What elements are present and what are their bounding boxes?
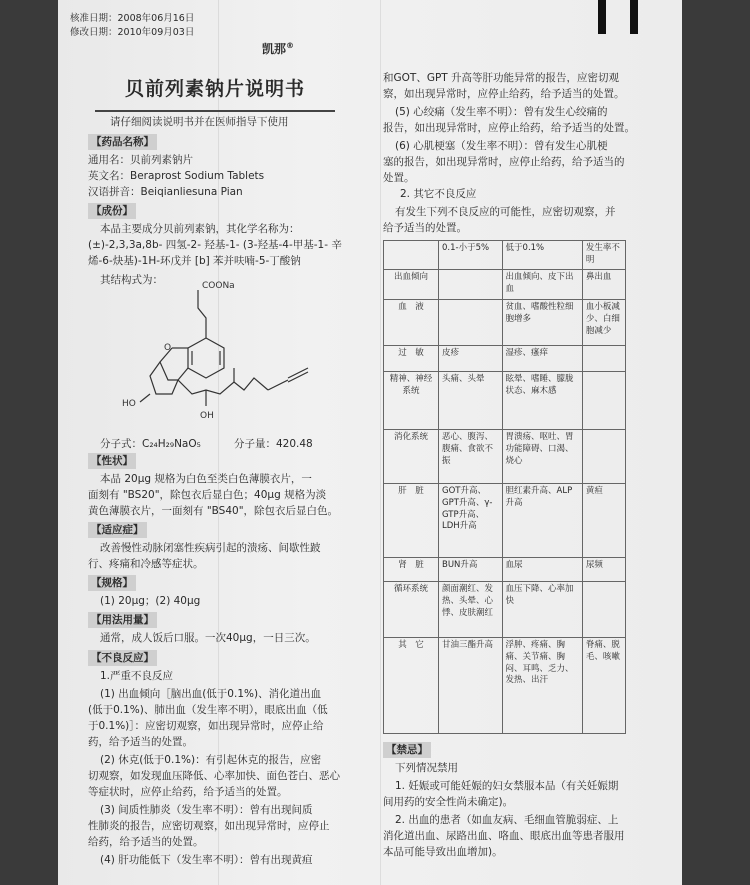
oxygen-label: O [164, 343, 172, 353]
registered-mark: ® [286, 41, 295, 50]
table-row [384, 345, 626, 371]
table-cell: 肝 脏 [384, 483, 439, 557]
right-line: 察，如出现异常时，应停止给药，给予适当的处置。 [383, 88, 625, 100]
table-header-cell [384, 241, 439, 270]
table-header-row [384, 241, 626, 270]
table-cell [582, 371, 625, 429]
table-cell: BUN升高 [439, 557, 503, 581]
composition-line: (±)-2,3,3a,8b- 四氢-2- 羟基-1- (3-羟基-4-甲基-1- 辛 [88, 239, 342, 251]
table-cell: 颜面潮红、发热、头晕、心悸、皮肤潮红 [439, 581, 503, 637]
structure-label: 其结构式为： [100, 274, 163, 286]
contra-line: 本品可能导致出血增加)。 [383, 846, 503, 858]
properties-line: 黄色薄膜衣片，一面刻有 "BS40"，除包衣后显白色。 [88, 505, 339, 517]
approve-date: 核准日期：2008年06月16日 [70, 13, 195, 24]
adverse-line: 药，给予适当的处置。 [88, 736, 193, 748]
section-header-spec: 【规格】 [88, 575, 136, 591]
fold-line [380, 0, 381, 885]
table-cell: 其 它 [384, 637, 439, 733]
adverse-line: (4) 肝功能低下（发生率不明）：曾有出现黄疸 [100, 854, 313, 866]
table-cell: 眩晕、嗜睡、朦胧状态、麻木感 [502, 371, 582, 429]
properties-line: 本品 20μg 规格为白色至类白色薄膜衣片，一 [100, 473, 312, 485]
adverse-reaction-table [383, 240, 626, 734]
table-cell: 循环系统 [384, 581, 439, 637]
table-cell: 精神、神经系统 [384, 371, 439, 429]
table-cell: 出血倾向、皮下出血 [502, 269, 582, 299]
contra-line: 间用药的安全性尚未确定)。 [383, 796, 514, 808]
section-header-properties: 【性状】 [88, 453, 136, 469]
pinyin-name: 汉语拼音：Beiqianliesuna Pian [88, 186, 243, 198]
section-header-usage: 【用法用量】 [88, 612, 157, 628]
coona-label: COONa [202, 281, 235, 291]
right-line: 给予适当的处置。 [383, 222, 467, 234]
table-cell: 贫血、嗜酸性粒细胞增多 [502, 299, 582, 345]
section-header-adverse: 【不良反应】 [88, 650, 157, 666]
contra-line: 2. 出血的患者（如血友病、毛细血管脆弱症、上 [395, 814, 619, 826]
other-adverse-heading: 2. 其它不良反应 [400, 188, 477, 200]
table-cell [439, 299, 503, 345]
indications-line: 改善慢性动脉闭塞性疾病引起的溃疡、间歇性跛 [100, 542, 321, 554]
adverse-line: 性肺炎的报告，应密切观察，如出现异常时，应停止 [88, 820, 330, 832]
adverse-line: (2) 休克(低于0.1%)：有引起休克的报告，应密 [100, 754, 322, 766]
right-line: 处置。 [383, 172, 415, 184]
adverse-line: 等症状时，应停止给药，给予适当的处置。 [88, 786, 288, 798]
table-cell: 胃溃疡、呕吐、胃功能障碍、口渴、烧心 [502, 429, 582, 483]
right-line: 报告，如出现异常时，应停止给药，给予适当的处置。 [383, 122, 635, 134]
table-row [384, 637, 626, 733]
title-underline [95, 110, 335, 112]
molecular-weight: 分子量：420.48 [234, 438, 313, 450]
contra-line: 下列情况禁用 [395, 762, 458, 774]
right-line: (6) 心肌梗塞（发生率不明）：曾有发生心肌梗 [395, 140, 608, 152]
chemical-structure [120, 270, 350, 430]
composition-line: 本品主要成分贝前列素钠，其化学名称为： [100, 223, 300, 235]
table-cell: 血小板减少、白细胞减少 [582, 299, 625, 345]
table-header-cell: 发生率不明 [582, 241, 625, 270]
adverse-line: 于0.1%)］：应密切观察，如出现异常时，应停止给 [88, 720, 324, 732]
table-cell: GOT升高、GPT升高、γ-GTP升高、LDH升高 [439, 483, 503, 557]
table-row [384, 581, 626, 637]
table-row [384, 429, 626, 483]
table-cell [582, 581, 625, 637]
table-cell [582, 429, 625, 483]
table-cell: 湿疹、瘙痒 [502, 345, 582, 371]
table-cell: 头痛、头晕 [439, 371, 503, 429]
table-row [384, 483, 626, 557]
section-header-indications: 【适应症】 [88, 522, 147, 538]
generic-name: 通用名：贝前列素钠片 [88, 154, 193, 166]
table-cell: 鼻出血 [582, 269, 625, 299]
contra-line: 1. 妊娠或可能妊娠的妇女禁服本品（有关妊娠期 [395, 780, 619, 792]
right-line: 有发生下列不良反应的可能性，应密切观察，并 [395, 206, 616, 218]
adverse-line: (3) 间质性肺炎（发生率不明）：曾有出现间质 [100, 804, 313, 816]
oh-label: OH [200, 411, 214, 421]
adverse-line: 切观察，如发现血压降低、心率加快、面色苍白、恶心 [88, 770, 340, 782]
molecular-formula: 分子式：C₂₄H₂₉NaO₅ [100, 438, 201, 450]
edge-mark [598, 0, 606, 34]
section-header-composition: 【成份】 [88, 203, 136, 219]
table-row [384, 299, 626, 345]
table-cell: 血尿 [502, 557, 582, 581]
table-cell: 肾 脏 [384, 557, 439, 581]
table-cell: 消化系统 [384, 429, 439, 483]
table-cell: 尿频 [582, 557, 625, 581]
table-cell: 皮疹 [439, 345, 503, 371]
right-line: 和GOT、GPT 升高等肝功能异常的报告，应密切观 [383, 72, 620, 84]
subtitle: 请仔细阅读说明书并在医师指导下使用 [110, 116, 289, 128]
properties-line: 面刻有 "BS20"，除包衣后显白色；40μg 规格为淡 [88, 489, 327, 501]
right-line: 塞的报告，如出现异常时，应停止给药，给予适当的 [383, 156, 625, 168]
ho-label: HO [122, 399, 136, 409]
table-cell: 黄疸 [582, 483, 625, 557]
english-name: 英文名：Beraprost Sodium Tablets [88, 170, 265, 182]
table-row [384, 557, 626, 581]
section-header-name: 【药品名称】 [88, 134, 157, 150]
right-line: (5) 心绞痛（发生率不明）：曾有发生心绞痛的 [395, 106, 608, 118]
edge-mark [630, 0, 638, 34]
table-cell: 恶心、腹泻、腹痛、食欲不振 [439, 429, 503, 483]
revise-date: 修改日期：2010年09月03日 [70, 27, 195, 38]
composition-line: 烯-6-炔基)-1H-环戊并 [b] 苯并呋喃-5-丁酸钠 [88, 255, 301, 267]
spec-line: (1) 20μg；(2) 40μg [100, 595, 201, 607]
table-header-cell: 0.1-小于5% [439, 241, 503, 270]
document-title: 贝前列素钠片说明书 [124, 78, 305, 100]
section-header-contra: 【禁忌】 [383, 742, 431, 758]
table-row [384, 269, 626, 299]
adverse-line: (1) 出血倾向［脑出血(低于0.1%)、消化道出血 [100, 688, 322, 700]
table-cell: 浮肿、疼痛、胸痛、关节痛、胸闷、耳鸣、乏力、发热、出汗 [502, 637, 582, 733]
table-cell: 血 液 [384, 299, 439, 345]
usage-line: 通常，成人饭后口服。一次40μg，一日三次。 [100, 632, 316, 644]
adverse-line: 1.严重不良反应 [100, 670, 174, 682]
adverse-line: 给药，给予适当的处置。 [88, 836, 204, 848]
indications-line: 行、疼痛和冷感等症状。 [88, 558, 204, 570]
table-cell: 血压下降、心率加快 [502, 581, 582, 637]
adverse-line: (低于0.1%)、肺出血（发生率不明），眼底出血（低 [88, 704, 328, 716]
table-cell: 脊痛、脱毛、咳嗽 [582, 637, 625, 733]
brand-name: 凯那® [262, 41, 295, 56]
table-cell [582, 345, 625, 371]
table-header-cell: 低于0.1% [502, 241, 582, 270]
table-cell: 过 敏 [384, 345, 439, 371]
table-cell: 胆红素升高、ALP升高 [502, 483, 582, 557]
table-cell: 甘油三酯升高 [439, 637, 503, 733]
table-cell: 出血倾向 [384, 269, 439, 299]
contra-line: 消化道出血、尿路出血、咯血、眼底出血等患者服用 [383, 830, 625, 842]
table-cell [439, 269, 503, 299]
table-row [384, 371, 626, 429]
